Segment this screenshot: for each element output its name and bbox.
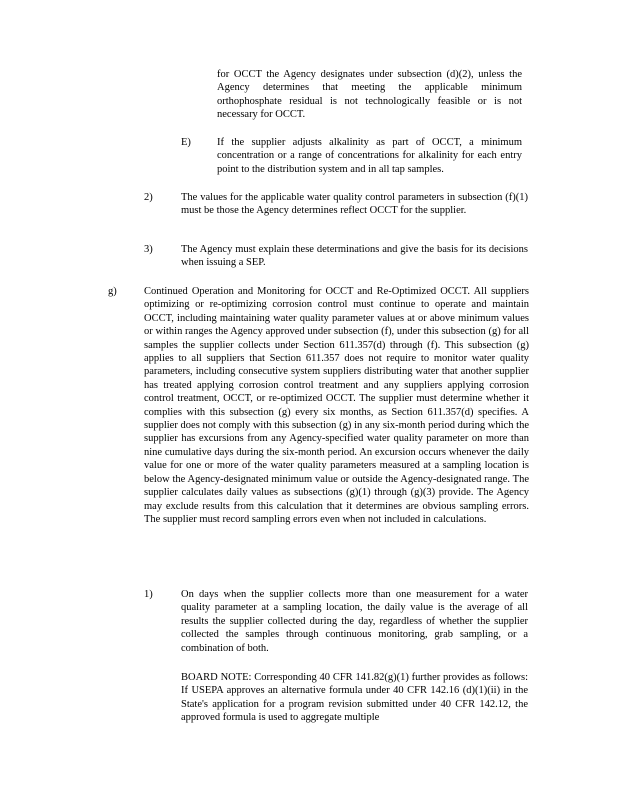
item-e-text: If the supplier adjusts alkalinity as part of OCCT, a minimum concentration or a range of concentrations for alkalinity for each entry point to the distribution system and in all tap samples.	[217, 137, 522, 175]
item-f3-text: The Agency must explain these determinations and give the basis for its decisions when issuing a SEP.	[181, 244, 528, 269]
item-f2-text: The values for the applicable water quality control parameters in subsection (f)(1) must be those the Agency determines reflect OCCT for the supplier.	[181, 192, 528, 217]
item-label-e: E)	[181, 137, 191, 148]
item-g1-text: On days when the supplier collects more than one measurement for a water quality parameter at a sampling location, the daily value is the average of all results the supplier collected during the day, regardless of whether the supplier collected the samples through continuous monitoring, grab sampling, or a combination of both.	[181, 589, 528, 654]
subsection-g-text: Continued Operation and Monitoring for OCCT and Re-Optimized OCCT. All suppliers optimizing or re-optimizing corrosion control must continue to operate and maintain OCCT, including maintaining water quality parameter values at or above minimum values or within ranges the Agency approved under subsection (f), under this subsection (g) for all samples the supplier collects under Section 611.357(d) through (f). This subsection (g) applies to all suppliers that Section 611.357 does not require to monitor water quality parameters, including consecutive system suppliers distributing water that another supplier has treated applying corrosion control treatment and any suppliers applying corrosion control treatment, OCCT, or re-optimized OCCT. The supplier must determine whether it complies with this subsection (g) every six months, as Section 611.357(d) specifies. A supplier does not comply with this subsection (g) in any six-month period during which the supplier has excursions from any Agency-specified water quality parameter on more than nine cumulative days during the six-month period. An excursion occurs whenever the daily value for one or more of the water quality parameters measured at a sampling location is below the Agency-designated minimum value or outside the Agency-designated range. The supplier calculates daily values as subsections (g)(1) through (g)(3) provide. The Agency may exclude results from this calculation that it determines are obvious sampling errors. The supplier must record sampling errors even when not included in calculations.	[144, 286, 529, 525]
subsection-label-g: g)	[108, 286, 117, 297]
item-label-g1: 1)	[144, 589, 153, 600]
subsection-d2-continuation: for OCCT the Agency designates under subsection (d)(2), unless the Agency determines that meeting the applicable minimum orthophosphate residual is not technologically feasible or is not necessary for OCCT.	[217, 69, 522, 121]
board-note: BOARD NOTE: Corresponding 40 CFR 141.82(g)(1) further provides as follows: If USEPA approves an alternative formula under 40 CFR 142.16 (d)(1)(ii) in the State's application for a program revision submitted under 40 CFR 142.12, the approved formula is used to aggregate multiple	[181, 672, 528, 724]
item-label-f3: 3)	[144, 244, 153, 255]
item-label-f2: 2)	[144, 192, 153, 203]
